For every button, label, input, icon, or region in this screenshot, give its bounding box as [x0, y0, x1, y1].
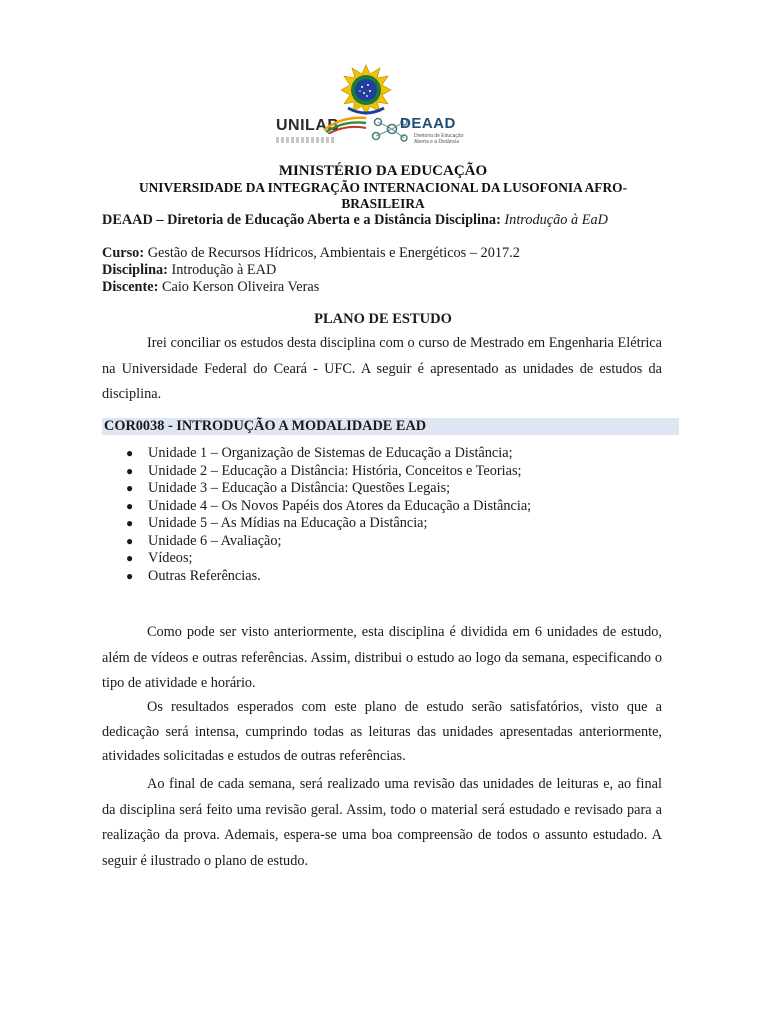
paragraph-review-text: Ao final de cada semana, será realizado uma revisão das unidades de leituras e, ao final da disciplina será feito uma revisão geral. Assim, todo o material será estudado e revisado para a realização da prova. Ademais, espera-se uma boa compreensão de todos o assunto estudado. A seguir é ilustrado o plano de estudo.	[102, 776, 662, 869]
paragraph-results	[102, 695, 662, 769]
unilab-tagline	[276, 137, 336, 143]
disciplina-label: Disciplina:	[102, 262, 168, 278]
deaad-heading-bold: DEAAD – Diretoria de Educação Aberta e a Distância Disciplina:	[102, 212, 501, 228]
deaad-wordmark: DEAAD	[400, 115, 456, 132]
course-title: COR0038 - INTRODUÇÃO A MODALIDADE EAD	[104, 418, 427, 434]
discente-label: Discente:	[102, 279, 159, 295]
intro-paragraph	[102, 331, 662, 408]
unilab-wordmark: UNILAB	[276, 117, 340, 134]
paragraph-review	[102, 772, 662, 874]
discente-line	[102, 279, 319, 296]
list-item: ● Outras Referências.	[126, 567, 261, 584]
list-item: ● Unidade 2 – Educação a Distância: História, Conceitos e Teorias;	[126, 462, 522, 479]
list-item: ● Unidade 6 – Avaliação;	[126, 532, 282, 549]
deaad-heading-discipline: Introdução à EaD	[504, 212, 608, 228]
bullet-icon: ●	[126, 481, 134, 495]
paragraph-structure-text: Como pode ser visto anteriormente, esta disciplina é dividida em 6 unidades de estudo, além de vídeos e outras referências. Assim, distribui o estudo ao logo da semana, especificando o tipo de atividade e horário.	[102, 624, 662, 691]
curso-label: Curso:	[102, 245, 145, 261]
deaad-heading	[102, 212, 608, 229]
deaad-logo	[370, 112, 470, 148]
curso-value: Gestão de Recursos Hídricos, Ambientais e Energéticos – 2017.2	[147, 245, 520, 261]
deaad-subtitle-line2: Aberta e a Distância	[414, 139, 460, 145]
list-item: ● Unidade 3 – Educação a Distância: Questões Legais;	[126, 480, 451, 496]
list-item: ● Unidade 5 – As Mídias na Educação a Distância;	[126, 515, 428, 531]
university-heading	[100, 180, 666, 212]
discente-value: Caio Kerson Oliveira Veras	[161, 279, 320, 295]
units-list	[102, 445, 672, 585]
university-line-2: BRASILEIRA	[341, 196, 425, 211]
disciplina-line	[102, 262, 276, 279]
bullet-icon: ●	[126, 516, 134, 530]
bullet-icon: ●	[126, 463, 134, 478]
unilab-logo	[276, 114, 368, 148]
intro-text: Irei conciliar os estudos desta disciplina com o curso de Mestrado em Engenharia Elétrica na Universidade Federal do Ceará - UFC. A seguir é apresentado as unidades de estudos da disciplina.	[102, 335, 662, 402]
list-item: ● Unidade 1 – Organização de Sistemas de Educação a Distância;	[126, 445, 513, 461]
bullet-icon: ●	[126, 533, 134, 548]
university-line-1: UNIVERSIDADE DA INTEGRAÇÃO INTERNACIONAL DA LUSOFONIA AFRO-	[138, 180, 628, 195]
deaad-subtitle-line1: Diretoria de Educação	[414, 133, 464, 139]
bullet-icon: ●	[126, 551, 134, 565]
paragraph-results-text: Os resultados esperados com este plano de estudo serão satisfatórios, visto que a dedicação será intensa, cumprindo todas as leituras das unidades apresentadas anteriormente, atividades solicitadas e estudos de outras referências.	[102, 699, 662, 764]
bullet-icon: ●	[126, 568, 134, 583]
ministry-heading: MINISTÉRIO DA EDUCAÇÃO	[278, 163, 488, 179]
coat-of-arms-icon	[340, 64, 392, 118]
plano-title: PLANO DE ESTUDO	[314, 311, 452, 327]
list-item: ● Unidade 4 – Os Novos Papéis dos Atores da Educação a Distância;	[126, 497, 532, 514]
paragraph-structure	[102, 620, 662, 697]
logo-area	[0, 0, 768, 160]
bullet-icon: ●	[126, 498, 134, 513]
list-item: ● Vídeos;	[126, 550, 193, 566]
disciplina-value: Introdução à EAD	[171, 262, 277, 278]
bullet-icon: ●	[126, 446, 134, 460]
curso-line	[102, 245, 520, 262]
unilab-swoosh-icon	[322, 114, 368, 134]
